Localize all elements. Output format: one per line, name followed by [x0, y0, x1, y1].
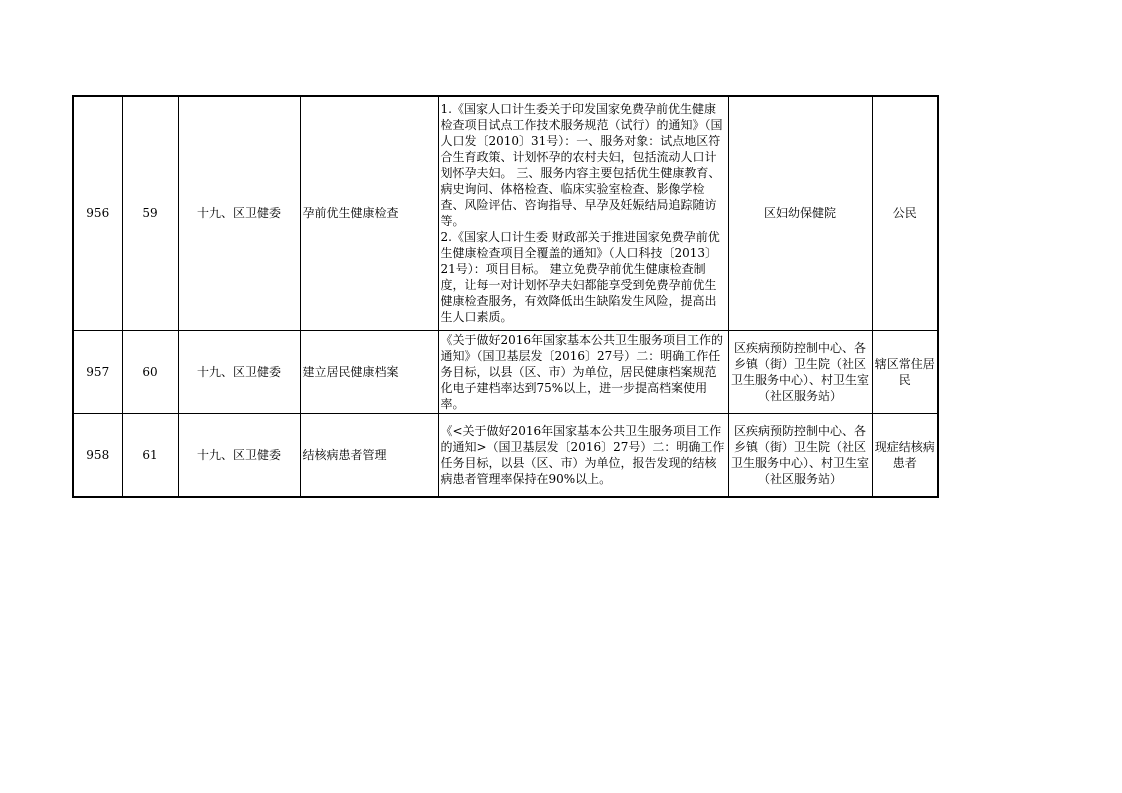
provider-cell: 区妇幼保健院	[728, 96, 872, 330]
table-row	[73, 330, 938, 413]
row-number-cell: 958	[73, 413, 122, 497]
sequence-cell: 59	[122, 96, 178, 330]
target-group-cell: 辖区常住居民	[872, 330, 938, 413]
service-item-cell: 结核病患者管理	[300, 413, 438, 497]
provider-cell: 区疾病预防控制中心、各乡镇（街）卫生院（社区卫生服务中心）、村卫生室（社区服务站）	[728, 413, 872, 497]
policy-basis-cell: 《关于做好2016年国家基本公共卫生服务项目工作的通知》（国卫基层发〔2016〕27号）二：明确工作任务目标，以县（区、市）为单位，居民健康档案规范化电子建档率达到75%以上，进一步提高档案使用率。	[438, 330, 728, 413]
policy-basis-cell: 1.《国家人口计生委关于印发国家免费孕前优生健康检查项目试点工作技术服务规范（试行）的通知》（国人口发〔2010〕31号）：一、服务对象：试点地区符合生育政策、计划怀孕的农村夫妇，包括流动人口计划怀孕夫妇。 三、服务内容主要包括优生健康教育、病史询问、体格检查、临床实验室检查、影像学检查、风险评估、咨询指导、早孕及妊娠结局追踪随访等。 2.《国家人口计生委 财政部关于推进国家免费孕前优生健康检查项目全覆盖的通知》（人口科技〔2013〕21号）：项目目标。 建立免费孕前优生健康检查制度，让每一对计划怀孕夫妇都能享受到免费孕前优生健康检查服务，有效降低出生缺陷发生风险，提高出生人口素质。	[438, 96, 728, 330]
target-group-cell: 公民	[872, 96, 938, 330]
sequence-cell: 60	[122, 330, 178, 413]
provider-cell: 区疾病预防控制中心、各乡镇（街）卫生院（社区卫生服务中心）、村卫生室（社区服务站）	[728, 330, 872, 413]
row-number-cell: 957	[73, 330, 122, 413]
policy-basis-cell: 《<关于做好2016年国家基本公共卫生服务项目工作的通知>（国卫基层发〔2016〕27号）二：明确工作任务目标，以县（区、市）为单位，报告发现的结核病患者管理率保持在90%以上。	[438, 413, 728, 497]
table-row	[73, 96, 938, 330]
department-cell: 十九、区卫健委	[178, 413, 300, 497]
service-table	[72, 95, 939, 498]
sequence-cell: 61	[122, 413, 178, 497]
row-number-cell: 956	[73, 96, 122, 330]
department-cell: 十九、区卫健委	[178, 330, 300, 413]
department-cell: 十九、区卫健委	[178, 96, 300, 330]
service-item-cell: 孕前优生健康检查	[300, 96, 438, 330]
service-item-cell: 建立居民健康档案	[300, 330, 438, 413]
target-group-cell: 现症结核病患者	[872, 413, 938, 497]
table-row	[73, 413, 938, 497]
